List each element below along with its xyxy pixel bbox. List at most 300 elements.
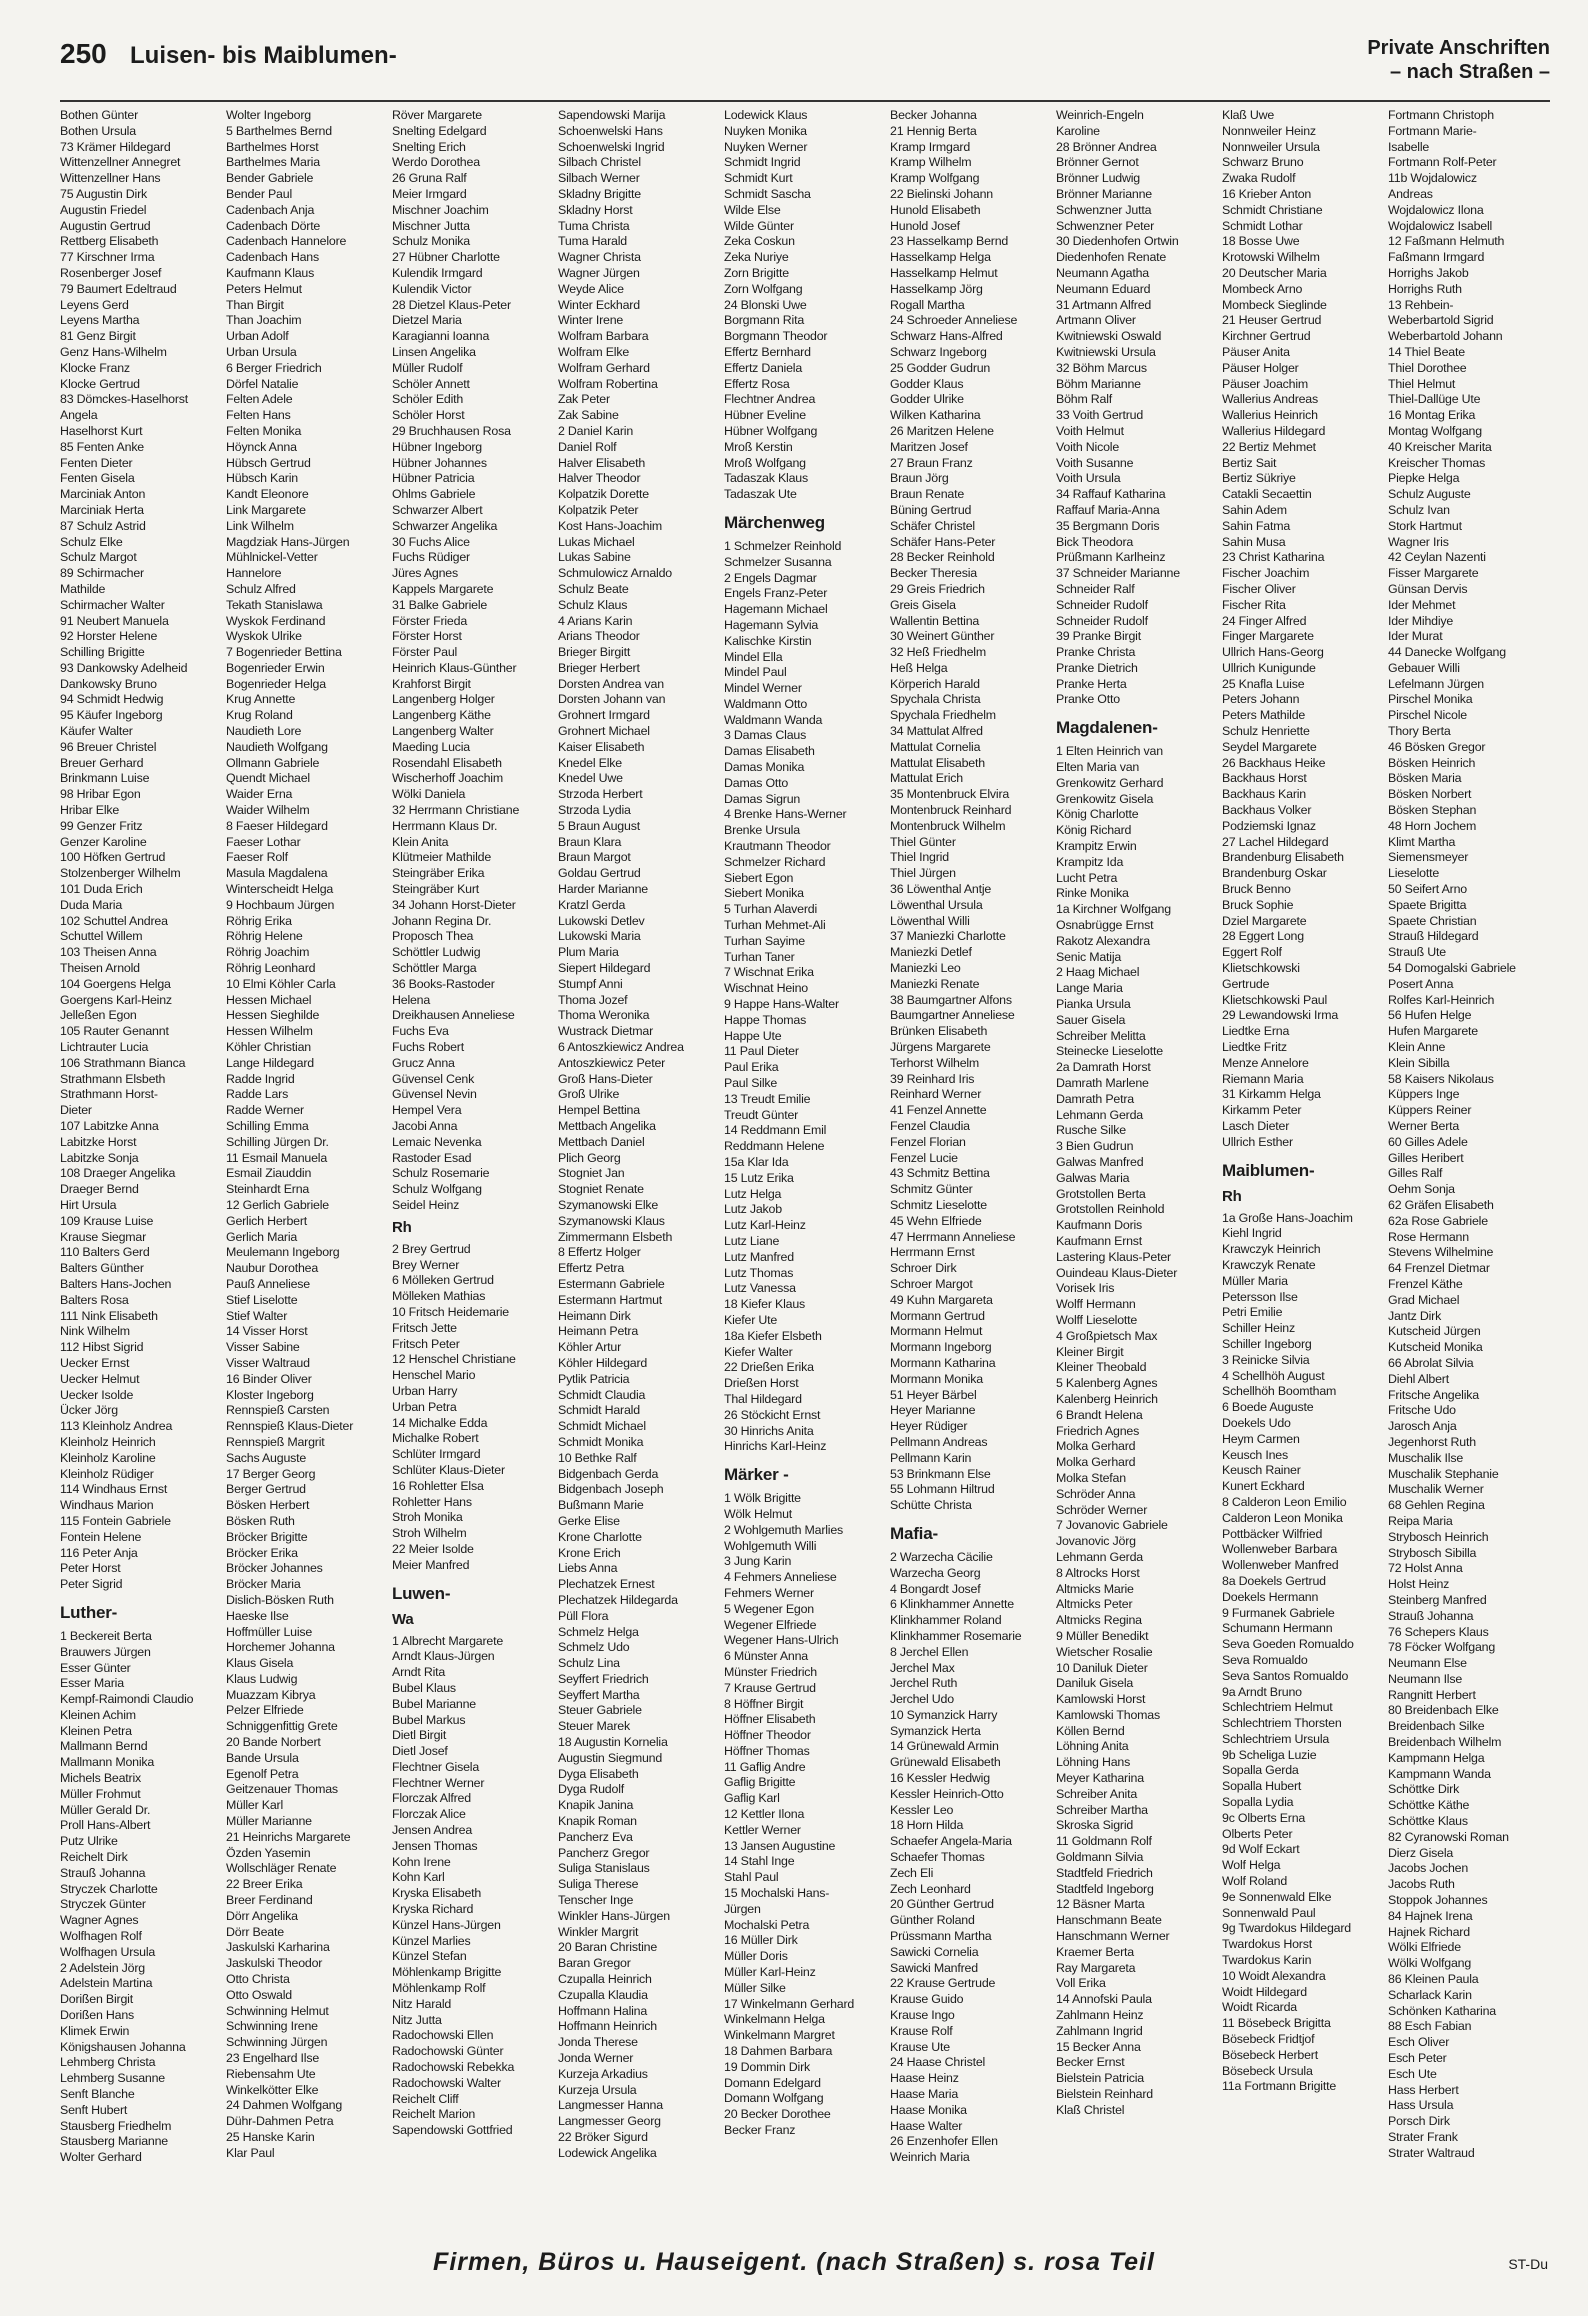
directory-entry: Jelleßen Egon — [60, 1008, 137, 1023]
directory-entry: Wischerhoff Joachim — [392, 771, 503, 786]
directory-entry: Michels Beatrix — [60, 1771, 142, 1786]
directory-entry: Mormann Gertrud — [890, 1308, 985, 1323]
directory-entry: Sahin Musa — [1222, 534, 1286, 549]
directory-entry: Czupalla Klaudia — [558, 1987, 648, 2002]
directory-entry: Sonnenwald Paul — [1222, 1905, 1316, 1920]
directory-entry: 26 Stöckicht Ernst — [724, 1407, 821, 1422]
directory-entry: Kutscheid Monika — [1388, 1340, 1483, 1355]
directory-entry: 14 Thiel Beate — [1388, 344, 1465, 359]
directory-entry: Mattulat Elisabeth — [890, 755, 985, 770]
directory-entry: Röver Margarete — [392, 108, 482, 122]
directory-entry: Kutscheid Jürgen — [1388, 1324, 1481, 1339]
directory-entry: Peter Sigrid — [60, 1577, 123, 1592]
directory-entry: 14 Grünewald Armin — [890, 1739, 999, 1754]
directory-entry: Steuer Marek — [558, 1719, 630, 1734]
directory-entry: Gilles Ralf — [1388, 1166, 1443, 1181]
directory-entry: Diedenhofen Renate — [1056, 250, 1167, 265]
directory-entry: 43 Schmitz Bettina — [890, 1166, 990, 1181]
directory-entry: 15 Lutz Erika — [724, 1170, 794, 1185]
directory-entry: 6 Münster Anna — [724, 1649, 808, 1664]
directory-entry: Becker Ernst — [1056, 2055, 1125, 2070]
directory-entry: Voith Helmut — [1056, 423, 1124, 438]
directory-entry: Visser Waltraud — [226, 1355, 310, 1370]
directory-entry: Heinrich Klaus-Günther — [392, 660, 517, 675]
directory-entry: Krug Roland — [226, 708, 293, 723]
directory-entry: Labitzke Horst — [60, 1134, 137, 1149]
directory-entry: Dörr Angelika — [226, 1908, 298, 1923]
directory-entry: Szymanowski Elke — [558, 1197, 659, 1212]
directory-entry: Mallmann Monika — [60, 1755, 155, 1770]
directory-entry: 85 Fenten Anke — [60, 439, 145, 454]
directory-entry: 31 Artmann Alfred — [1056, 297, 1152, 312]
directory-entry: Baumgartner Anneliese — [890, 1008, 1015, 1023]
directory-entry: 112 Hibst Sigrid — [60, 1340, 144, 1355]
directory-entry: Dreikhausen Anneliese — [392, 1008, 515, 1023]
directory-entry: Esch Peter — [1388, 2051, 1447, 2066]
directory-entry: Jensen Thomas — [392, 1838, 478, 1853]
directory-entry: Link Wilhelm — [226, 518, 294, 533]
directory-entry: Brandenburg Oskar — [1222, 866, 1327, 881]
directory-entry: Winkelkötter Elke — [226, 2082, 319, 2097]
directory-entry: Balters Rosa — [60, 1292, 129, 1307]
directory-entry: Keusch Rainer — [1222, 1463, 1301, 1478]
directory-entry: Bösken Stephan — [1388, 803, 1477, 818]
directory-column — [60, 108, 218, 2188]
directory-entry: Happe Thomas — [724, 1012, 807, 1027]
directory-entry: Pancherz Gregor — [558, 1845, 650, 1860]
directory-entry: Hasselkamp Helga — [890, 250, 991, 265]
directory-entry: Müller Silke — [724, 1980, 786, 1995]
directory-entry: 30 Diedenhofen Ortwin — [1056, 234, 1179, 249]
directory-entry: Wohlgemuth Willi — [724, 1538, 817, 1553]
directory-entry: Schulz Henriette — [1222, 724, 1310, 739]
directory-entry: Seydel Margarete — [1222, 739, 1317, 754]
directory-entry: Zorn Wolfgang — [724, 281, 803, 296]
directory-entry: Mölleken Mathias — [392, 1289, 486, 1304]
directory-entry: 110 Balters Gerd — [60, 1245, 150, 1260]
directory-entry: Bröcker Erika — [226, 1545, 298, 1560]
directory-entry: Draeger Bernd — [60, 1182, 139, 1197]
directory-entry: Stogniet Jan — [558, 1166, 625, 1181]
directory-entry: Damas Otto — [724, 775, 789, 790]
directory-entry: 16 Rohletter Elsa — [392, 1478, 484, 1493]
directory-entry: Wolter Gerhard — [60, 2150, 142, 2165]
directory-entry: 8 Effertz Holger — [558, 1245, 641, 1260]
directory-entry: Kleiner Birgit — [1056, 1344, 1124, 1359]
directory-entry: Strauß Johanna — [1388, 1608, 1474, 1623]
directory-entry: Lehmann Gerda — [1056, 1107, 1143, 1122]
directory-entry: 14 Annofski Paula — [1056, 1992, 1152, 2007]
directory-entry: Symanzick Herta — [890, 1723, 981, 1738]
directory-entry: Klocke Franz — [60, 360, 130, 375]
directory-entry: 82 Cyranowski Roman — [1388, 1829, 1509, 1844]
directory-entry: Kleiner Theobald — [1056, 1360, 1147, 1375]
directory-entry: 33 Voith Gertrud — [1056, 408, 1144, 423]
directory-entry: Dankowsky Bruno — [60, 676, 157, 691]
directory-entry: Lutz Liane — [724, 1233, 780, 1248]
directory-entry: Fuchs Robert — [392, 1040, 464, 1055]
directory-entry: 62 Gräfen Elisabeth — [1388, 1197, 1494, 1212]
directory-entry: Müller Maria — [1222, 1273, 1288, 1288]
directory-entry: Kunert Eckhard — [1222, 1479, 1305, 1494]
directory-entry: Braun Renate — [890, 487, 965, 502]
directory-entry: Hoffmüller Luise — [226, 1624, 313, 1639]
directory-entry: Krause Siegmar — [60, 1229, 147, 1244]
directory-entry: Schulz Auguste — [1388, 487, 1471, 502]
directory-entry: Schlechtriem Helmut — [1222, 1700, 1333, 1715]
directory-entry: 114 Windhaus Ernst — [60, 1482, 168, 1497]
directory-entry: Kryska Richard — [392, 1902, 474, 1917]
directory-entry: Pranke Dietrich — [1056, 660, 1138, 675]
directory-entry: 18a Kiefer Elsbeth — [724, 1328, 822, 1343]
directory-entry: Seyffert Martha — [558, 1687, 640, 1702]
directory-entry: Florczak Alfred — [392, 1791, 471, 1806]
directory-entry: 28 Dietzel Klaus-Peter — [392, 297, 511, 312]
directory-entry: Neumann Ilse — [1388, 1671, 1463, 1686]
directory-entry: Pottbäcker Wilfried — [1222, 1526, 1323, 1541]
directory-entry: Hanschmann Beate — [1056, 1913, 1162, 1928]
directory-entry: 32 Böhm Marcus — [1056, 360, 1147, 375]
directory-entry: Hoffmann Halina — [558, 2003, 648, 2018]
directory-entry: Böhm Ralf — [1056, 392, 1113, 407]
directory-entry: Wolff Lieselotte — [1056, 1312, 1138, 1327]
directory-entry: Hübsch Gertrud — [226, 455, 311, 470]
directory-entry: Krotowski Wilhelm — [1222, 250, 1320, 265]
directory-entry: Turhan Taner — [724, 949, 795, 964]
directory-entry: Schulz Monika — [392, 234, 470, 249]
directory-entry: Bender Gabriele — [226, 171, 314, 186]
directory-entry: Thiel Ingrid — [890, 850, 949, 865]
directory-entry: 56 Hufen Helge — [1388, 1008, 1472, 1023]
directory-entry: Brieger Herbert — [558, 660, 640, 675]
directory-entry: Krone Erich — [558, 1545, 621, 1560]
directory-entry: Wolf Helga — [1222, 1858, 1281, 1873]
directory-entry: Putz Ulrike — [60, 1834, 118, 1849]
directory-entry: Schmidt Lothar — [1222, 218, 1303, 233]
directory-entry: Ohlms Gabriele — [392, 487, 476, 502]
directory-entry: Molka Gerhard — [1056, 1455, 1136, 1470]
directory-entry: Bösken Herbert — [226, 1498, 310, 1513]
directory-entry: Braun Margot — [558, 850, 631, 865]
directory-entry: Kettler Werner — [724, 1822, 801, 1837]
directory-entry: Altmicks Regina — [1056, 1613, 1142, 1628]
directory-entry: Hübner Johannes — [392, 455, 487, 470]
directory-entry: Heyer Marianne — [890, 1403, 976, 1418]
directory-entry: 24 Finger Alfred — [1222, 613, 1307, 628]
directory-entry: Schwarz Ingeborg — [890, 344, 987, 359]
directory-entry: Kirkamm Peter — [1222, 1103, 1302, 1118]
directory-entry: Müller Frohmut — [60, 1786, 141, 1801]
directory-entry: Förster Paul — [392, 645, 458, 660]
directory-entry: 4 Brenke Hans-Werner — [724, 807, 847, 822]
directory-entry: Stogniet Renate — [558, 1182, 644, 1197]
directory-entry: Mindel Paul — [724, 665, 787, 680]
directory-entry: Röhrig Joachim — [226, 945, 310, 960]
directory-entry: 36 Löwenthal Antje — [890, 882, 992, 897]
directory-entry: Hagemann Michael — [724, 602, 828, 617]
directory-entry: 16 Krieber Anton — [1222, 186, 1312, 201]
directory-entry: Wilde Günter — [724, 218, 794, 233]
directory-entry: Szymanowski Klaus — [558, 1213, 665, 1228]
directory-entry: Meyer Katharina — [1056, 1771, 1144, 1786]
directory-entry: Wegener Hans-Ulrich — [724, 1633, 839, 1648]
directory-entry: Braun Jörg — [890, 471, 949, 486]
directory-entry: Fenzel Florian — [890, 1134, 966, 1149]
directory-entry: Grohnert Irmgard — [558, 708, 650, 723]
directory-entry: Bielstein Patricia — [1056, 2071, 1144, 2086]
directory-entry: Büning Gertrud — [890, 502, 972, 517]
directory-entry: Uecker Isolde — [60, 1387, 134, 1402]
directory-entry: 7 Bogenrieder Bettina — [226, 645, 342, 660]
directory-entry: Galwas Maria — [1056, 1170, 1130, 1185]
directory-entry: Siebert Monika — [724, 886, 804, 901]
directory-entry: Schulz Elke — [60, 534, 123, 549]
directory-entry: 42 Ceylan Nazenti — [1388, 550, 1486, 565]
directory-entry: Kulendik Victor — [392, 281, 472, 296]
directory-entry: Bubel Klaus — [392, 1680, 456, 1695]
directory-column — [392, 108, 550, 2188]
directory-entry: Karoline — [1056, 123, 1100, 138]
directory-entry: Esser Günter — [60, 1660, 131, 1675]
directory-entry: Bidgenbach Joseph — [558, 1482, 664, 1497]
directory-entry: 83 Dömckes-Haselhorst — [60, 392, 189, 407]
directory-entry: Röhrig Erika — [226, 913, 292, 928]
directory-entry: Schröder Anna — [1056, 1486, 1136, 1501]
directory-entry: Ider Murat — [1388, 629, 1443, 644]
directory-entry: Mroß Wolfgang — [724, 455, 806, 470]
directory-entry: 22 Meier Isolde — [392, 1541, 474, 1556]
directory-entry: 76 Schepers Klaus — [1388, 1624, 1489, 1639]
directory-entry: Körperich Harald — [890, 676, 980, 691]
directory-entry: 9 Furmanek Gabriele — [1222, 1605, 1335, 1620]
directory-entry: Hannelore — [226, 566, 282, 581]
directory-entry: Maniezki Detlef — [890, 945, 972, 960]
directory-entry: Hass Herbert — [1388, 2082, 1459, 2097]
directory-entry: Strathmann Elsbeth — [60, 1071, 166, 1086]
directory-entry: Mischner Jutta — [392, 218, 470, 233]
directory-entry: 58 Kaisers Nikolaus — [1388, 1071, 1494, 1086]
directory-entry: Brönner Gernot — [1056, 155, 1139, 170]
directory-entry: Hessen Sieghilde — [226, 1008, 320, 1023]
directory-entry: Gerlich Herbert — [226, 1213, 308, 1228]
directory-entry: Wallentin Bettina — [890, 613, 980, 628]
directory-entry: Fenten Dieter — [60, 455, 133, 470]
directory-entry: Hasselkamp Helmut — [890, 265, 998, 280]
directory-entry: Dietl Josef — [392, 1744, 448, 1759]
directory-entry: Groß Hans-Dieter — [558, 1071, 653, 1086]
directory-entry: Bußmann Marie — [558, 1498, 644, 1513]
directory-entry: Bösken Norbert — [1388, 787, 1472, 802]
directory-entry: Krause Ingo — [890, 2008, 955, 2023]
directory-entry: Wolfram Gerhard — [558, 360, 650, 375]
directory-entry: 26 Backhaus Heike — [1222, 755, 1326, 770]
directory-entry: 113 Kleinholz Andrea — [60, 1419, 173, 1434]
directory-entry: Waldmann Otto — [724, 696, 808, 711]
directory-entry: 22 Breer Erika — [226, 1877, 303, 1892]
directory-entry: Schöler Edith — [392, 392, 464, 407]
directory-entry: Gertrude — [1222, 976, 1270, 991]
directory-entry: Rosendahl Elisabeth — [392, 755, 502, 770]
directory-entry: Thiel Günter — [890, 834, 956, 849]
directory-entry: 11a Fortmann Brigitte — [1222, 2079, 1337, 2094]
directory-entry: Wojdalowicz Isabell — [1388, 218, 1493, 233]
directory-entry: Pirschel Monika — [1388, 692, 1473, 707]
directory-entry: Mormann Ingeborg — [890, 1340, 992, 1355]
directory-entry: Weinrich Maria — [890, 2150, 970, 2165]
directory-entry: 18 Augustin Kornelia — [558, 1735, 668, 1750]
directory-entry: Lange Hildegard — [226, 1055, 314, 1070]
directory-entry: Wojdalowicz Ilona — [1388, 202, 1484, 217]
directory-entry: 18 Bosse Uwe — [1222, 234, 1300, 249]
directory-entry: 16 Montag Erika — [1388, 408, 1476, 423]
directory-entry: Muschalik Stephanie — [1388, 1466, 1499, 1481]
directory-entry: Antoszkiewicz Peter — [558, 1055, 666, 1070]
directory-entry: Bruck Benno — [1222, 882, 1291, 897]
directory-entry: Lehmberg Christa — [60, 2055, 156, 2070]
directory-entry: Köhler Hildegard — [558, 1355, 648, 1370]
directory-entry: 28 Becker Reinhold — [890, 550, 995, 565]
directory-entry: 84 Hajnek Irena — [1388, 1908, 1473, 1923]
directory-entry: Urban Adolf — [226, 329, 289, 344]
directory-entry: 40 Kreischer Marita — [1388, 439, 1492, 454]
directory-entry: Friedrich Agnes — [1056, 1423, 1140, 1438]
directory-entry: Lodewick Klaus — [724, 108, 808, 122]
directory-entry: Reichelt Dirk — [60, 1850, 128, 1865]
directory-entry: Hessen Wilhelm — [226, 1024, 313, 1039]
directory-entry: Dieter — [60, 1103, 92, 1118]
street-heading: Rh — [392, 1218, 412, 1236]
directory-entry: Hagemann Sylvia — [724, 617, 819, 632]
directory-entry: Flechtner Andrea — [724, 392, 816, 407]
directory-entry: Gaflig Karl — [724, 1791, 780, 1806]
directory-entry: Kamlowski Thomas — [1056, 1707, 1160, 1722]
directory-entry: Catakli Secaettin — [1222, 487, 1312, 502]
directory-entry: Winkler Margrit — [558, 1924, 639, 1939]
directory-entry: Montenbruck Wilhelm — [890, 818, 1006, 833]
directory-entry: Dorißen Birgit — [60, 1992, 133, 2007]
directory-column — [890, 108, 1048, 2188]
directory-entry: Fenzel Lucie — [890, 1150, 958, 1165]
directory-entry: Kiehl Ingrid — [1222, 1226, 1282, 1241]
directory-entry: Thoma Weronika — [558, 1008, 650, 1023]
directory-entry: Schwinning Helmut — [226, 2003, 329, 2018]
street-heading: Mafia- — [890, 1523, 938, 1543]
directory-entry: 23 Hasselkamp Bernd — [890, 234, 1009, 249]
directory-entry: 115 Fontein Gabriele — [60, 1513, 171, 1528]
directory-entry: 88 Esch Fabian — [1388, 2019, 1472, 2034]
directory-entry: Zeka Coskun — [724, 234, 795, 249]
directory-entry: Grad Michael — [1388, 1292, 1460, 1307]
directory-entry: Radde Werner — [226, 1103, 304, 1118]
directory-entry: Waldmann Wanda — [724, 712, 823, 727]
directory-entry: 38 Baumgartner Alfons — [890, 992, 1012, 1007]
directory-entry: Mattulat Erich — [890, 771, 963, 786]
directory-entry: Schröder Werner — [1056, 1502, 1148, 1517]
directory-entry: Tuma Harald — [558, 234, 627, 249]
directory-entry: Schwarzer Angelika — [392, 518, 498, 533]
directory-entry: Kiefer Walter — [724, 1344, 793, 1359]
directory-entry: Schmelzer Susanna — [724, 554, 832, 569]
directory-entry: 35 Montenbruck Elvira — [890, 787, 1010, 802]
directory-entry: Estermann Gabriele — [558, 1276, 665, 1291]
directory-entry: Bruck Sophie — [1222, 897, 1294, 912]
directory-entry: Zwaka Rudolf — [1222, 171, 1296, 186]
directory-entry: Gebauer Willi — [1388, 660, 1460, 675]
directory-entry: 49 Kuhn Margareta — [890, 1292, 993, 1307]
directory-entry: Wolfhagen Ursula — [60, 1944, 156, 1959]
directory-entry: Mombeck Sieglinde — [1222, 297, 1327, 312]
directory-entry: Molka Stefan — [1056, 1470, 1126, 1485]
directory-entry: Stausberg Friedhelm — [60, 2118, 172, 2133]
directory-entry: Stork Hartmut — [1388, 518, 1462, 533]
directory-entry: Schmidt Claudia — [558, 1387, 646, 1402]
directory-entry: 95 Käufer Ingeborg — [60, 708, 163, 723]
directory-entry: 1 Wölk Brigitte — [724, 1491, 801, 1506]
directory-entry: Mormann Monika — [890, 1371, 983, 1386]
directory-entry: Twardokus Horst — [1222, 1937, 1312, 1952]
directory-entry: Plechatzek Ernest — [558, 1577, 655, 1592]
directory-entry: Kleinholz Heinrich — [60, 1434, 156, 1449]
directory-entry: Kramp Irmgard — [890, 139, 971, 154]
directory-entry: 25 Godder Gudrun — [890, 360, 991, 375]
directory-entry: Skladny Brigitte — [558, 186, 641, 201]
directory-entry: Bertiz Sükriye — [1222, 471, 1296, 486]
directory-entry: Schilling Jürgen Dr. — [226, 1134, 329, 1149]
directory-entry: Schmitz Lieselotte — [890, 1197, 987, 1212]
directory-entry: Schuttel Willem — [60, 929, 143, 944]
directory-entry: Schmidt Christiane — [1222, 202, 1323, 217]
directory-entry: Wolfhagen Rolf — [60, 1929, 142, 1944]
directory-entry: 4 Großpietsch Max — [1056, 1328, 1158, 1343]
directory-entry: Haase Walter — [890, 2118, 963, 2133]
directory-entry: Snelting Erich — [392, 139, 466, 154]
directory-entry: Wolfram Elke — [558, 344, 630, 359]
directory-entry: Seva Romualdo — [1222, 1652, 1308, 1667]
directory-entry: Kramp Wolfgang — [890, 171, 980, 186]
directory-entry: 2 Daniel Karin — [558, 423, 634, 438]
directory-entry: Schöler Annett — [392, 376, 470, 391]
directory-entry: Wischnat Heino — [724, 981, 808, 996]
directory-entry: 55 Lohmann Hiltrud — [890, 1482, 995, 1497]
directory-entry: Fischer Rita — [1222, 597, 1286, 612]
directory-entry: Maniezki Renate — [890, 976, 980, 991]
directory-entry: Oehm Sonja — [1388, 1182, 1455, 1197]
directory-entry: 19 Dommin Dirk — [724, 2059, 811, 2074]
directory-entry: Wallerius Heinrich — [1222, 408, 1318, 423]
directory-entry: Langmesser Hanna — [558, 2098, 663, 2113]
directory-entry: Stausberg Marianne — [60, 2134, 168, 2149]
directory-entry: Thiel Helmut — [1388, 376, 1456, 391]
directory-entry: Leyens Gerd — [60, 297, 129, 312]
directory-entry: Schneider Rudolf — [1056, 613, 1148, 628]
directory-entry: Künzel Stefan — [392, 1949, 467, 1964]
directory-entry: 1 Schmelzer Reinhold — [724, 538, 842, 553]
directory-entry: Cadenbach Hannelore — [226, 234, 347, 249]
directory-entry: Schirmacher Walter — [60, 597, 165, 612]
directory-entry: Podziemski Ignaz — [1222, 818, 1316, 833]
directory-entry: Backhaus Horst — [1222, 771, 1307, 786]
section-title — [1367, 36, 1550, 84]
directory-entry: Förster Horst — [392, 629, 462, 644]
directory-entry: Herrmann Ernst — [890, 1245, 975, 1260]
directory-entry: Schmidt Michael — [558, 1419, 646, 1434]
directory-entry: Reddmann Helene — [724, 1139, 825, 1154]
directory-entry: Päuser Joachim — [1222, 376, 1309, 391]
directory-entry: Spychala Christa — [890, 692, 981, 707]
directory-entry: Schöttke Dirk — [1388, 1782, 1460, 1797]
directory-entry: Egenolf Petra — [226, 1766, 299, 1781]
directory-entry: Fortmann Christoph — [1388, 108, 1494, 122]
